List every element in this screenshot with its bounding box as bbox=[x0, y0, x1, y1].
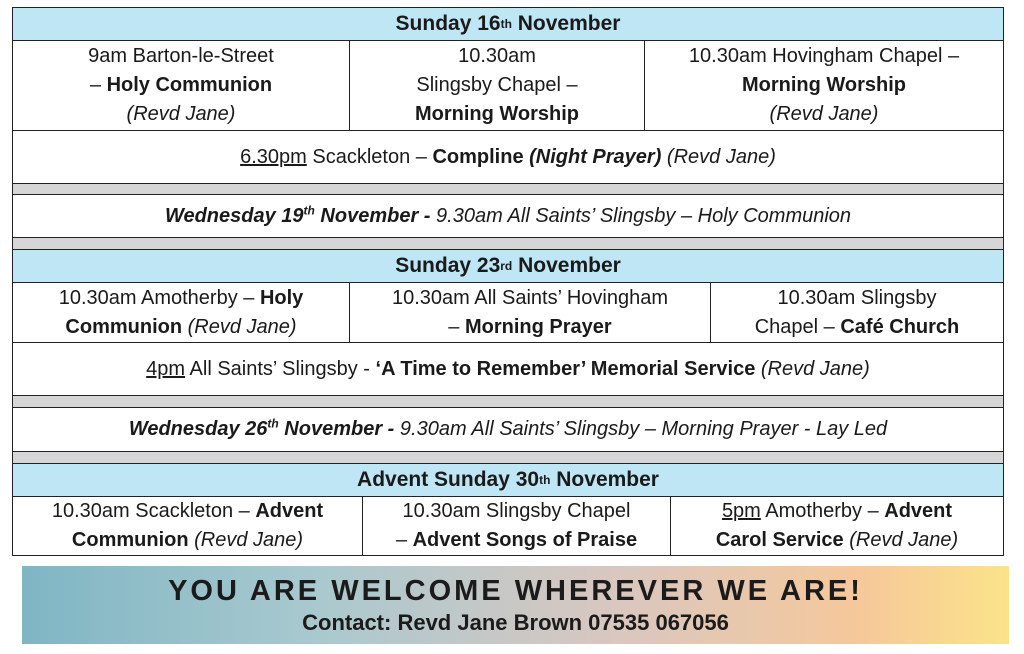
service-location: Chapel – bbox=[754, 315, 841, 338]
service-leader: (Revd Jane) bbox=[843, 529, 959, 551]
evening-service-note: (Night Prayer) bbox=[529, 145, 662, 168]
service-schedule-table bbox=[12, 7, 1004, 556]
service-leader: (Revd Jane) bbox=[188, 529, 304, 551]
wed2-sup: th bbox=[267, 416, 279, 431]
week3-service-3 bbox=[671, 497, 1003, 555]
service-type: Advent bbox=[255, 500, 324, 522]
evening-place: All Saints’ Slingsby - bbox=[185, 357, 376, 380]
evening-service-type: Compline bbox=[432, 145, 530, 168]
service-leader: (Revd Jane) bbox=[182, 315, 297, 338]
week3-services-row bbox=[13, 497, 1003, 555]
evening-time: 4pm bbox=[146, 357, 186, 380]
service-line bbox=[396, 526, 637, 555]
service-line bbox=[415, 100, 579, 129]
service-line bbox=[742, 71, 906, 100]
wednesday-19-row bbox=[13, 195, 1003, 238]
service-line bbox=[90, 71, 272, 100]
week1-month: November bbox=[517, 12, 621, 35]
separator bbox=[13, 184, 1003, 195]
evening-service-type: ‘A Time to Remember’ Memorial Service bbox=[375, 357, 756, 380]
week1-service-2 bbox=[350, 41, 645, 130]
week1-service-3 bbox=[645, 41, 1003, 130]
banner-contact: Contact: Revd Jane Brown 07535 067056 bbox=[302, 609, 729, 635]
wed1-sup: th bbox=[303, 202, 315, 217]
service-prefix: – bbox=[448, 315, 465, 338]
service-type: Holy Communion bbox=[106, 74, 273, 96]
service-time: 5pm bbox=[721, 500, 761, 522]
separator bbox=[13, 452, 1003, 464]
service-location: 10.30am Scackleton – bbox=[51, 500, 256, 522]
week2-evening-service bbox=[13, 343, 1003, 396]
evening-leader: (Revd Jane) bbox=[755, 357, 870, 380]
week2-month: November bbox=[518, 254, 621, 277]
service-line bbox=[72, 526, 303, 555]
week2-service-3 bbox=[711, 283, 1003, 342]
service-line: 10.30am All Saints’ Hovingham bbox=[391, 286, 669, 309]
service-line: 10.30am Slingsby bbox=[777, 286, 937, 309]
week2-services-row bbox=[13, 283, 1003, 343]
week2-header: Sunday 23 rd November bbox=[13, 250, 1003, 283]
welcome-banner bbox=[22, 566, 1009, 644]
week1-day: Sunday 16 bbox=[395, 12, 501, 35]
service-type: Advent bbox=[884, 500, 953, 522]
wednesday-26-row bbox=[13, 408, 1003, 452]
wed2-detail: 9.30am All Saints’ Slingsby – Morning Prayer - Lay Led bbox=[399, 418, 888, 440]
wed2-month: November - bbox=[278, 418, 400, 440]
separator bbox=[13, 396, 1003, 408]
week3-day: Advent Sunday 30 bbox=[357, 468, 540, 491]
service-line bbox=[127, 100, 236, 129]
separator bbox=[13, 238, 1003, 250]
service-prefix: – bbox=[89, 74, 107, 96]
service-line bbox=[716, 526, 958, 555]
service-leader: (Revd Jane) bbox=[769, 103, 879, 125]
service-location: 10.30am Amotherby – bbox=[58, 286, 260, 309]
service-type: Communion bbox=[65, 315, 183, 338]
service-line: 10.30am Slingsby Chapel bbox=[402, 500, 631, 522]
service-line bbox=[770, 100, 879, 129]
service-type: Advent Songs of Praise bbox=[412, 529, 638, 551]
evening-place: Scackleton – bbox=[306, 145, 433, 168]
week3-service-2 bbox=[363, 497, 671, 555]
service-line: 9am Barton-le-Street bbox=[88, 45, 274, 67]
service-type: Communion bbox=[71, 529, 189, 551]
service-line bbox=[448, 313, 611, 342]
wed2-day: Wednesday 26 bbox=[128, 418, 268, 440]
service-type: Café Church bbox=[840, 315, 960, 338]
service-line bbox=[755, 313, 960, 342]
week3-service-1 bbox=[13, 497, 363, 555]
service-line bbox=[722, 497, 952, 526]
service-type: Morning Worship bbox=[414, 103, 580, 125]
week1-evening-service bbox=[13, 131, 1003, 184]
service-line: 10.30am Hovingham Chapel – bbox=[688, 45, 960, 67]
service-line bbox=[59, 284, 304, 313]
week1-service-1 bbox=[13, 41, 350, 130]
service-type: Morning Worship bbox=[741, 74, 907, 96]
service-line bbox=[65, 313, 296, 342]
wed1-day: Wednesday 19 bbox=[164, 204, 304, 227]
evening-time: 6.30pm bbox=[240, 145, 307, 168]
service-location: Amotherby – bbox=[760, 500, 885, 522]
week3-month: November bbox=[556, 468, 659, 491]
service-type: Morning Prayer bbox=[464, 315, 612, 338]
service-leader: (Revd Jane) bbox=[126, 103, 236, 125]
service-line: Slingsby Chapel – bbox=[416, 74, 578, 96]
wed1-detail: 9.30am All Saints’ Slingsby – Holy Communion bbox=[436, 204, 852, 227]
service-prefix: – bbox=[395, 529, 413, 551]
week3-header: Advent Sunday 30 th November bbox=[13, 464, 1003, 497]
banner-title: YOU ARE WELCOME WHEREVER WE ARE! bbox=[168, 574, 863, 607]
service-line bbox=[52, 497, 323, 526]
week1-header: Sunday 16 th November bbox=[13, 8, 1003, 41]
week2-service-1 bbox=[13, 283, 350, 342]
week2-day: Sunday 23 bbox=[395, 254, 501, 277]
week2-service-2 bbox=[350, 283, 711, 342]
service-line: 10.30am bbox=[458, 45, 536, 67]
wed1-month: November - bbox=[314, 204, 437, 227]
evening-leader: (Revd Jane) bbox=[661, 145, 776, 168]
week1-services-row bbox=[13, 41, 1003, 131]
service-type: Carol Service bbox=[715, 529, 844, 551]
service-type: Holy bbox=[259, 286, 304, 309]
